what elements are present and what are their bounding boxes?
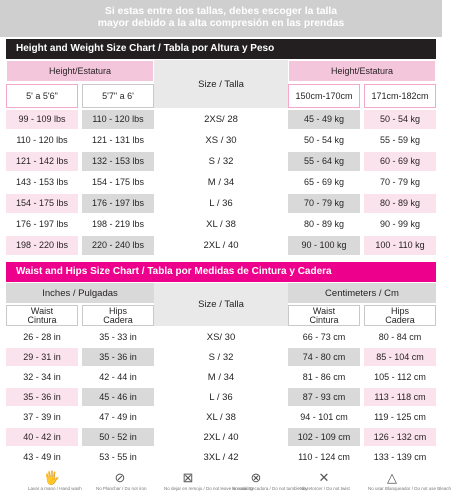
lbs-tall: 198 - 219 lbs (82, 215, 154, 234)
kg-short: 45 - 49 kg (288, 110, 360, 129)
waist-cm-cell: 74 - 80 cm (288, 348, 360, 366)
size-cell: 2XS/ 28 (154, 110, 288, 129)
size-cell: L / 36 (154, 194, 288, 213)
no-iron-icon: ⊘ (114, 470, 126, 485)
kg-tall: 70 - 79 kg (364, 173, 436, 192)
hips-cm-cell: 119 - 125 cm (364, 408, 436, 426)
col-header-cm-1: 150cm-170cm (288, 84, 360, 108)
kg-short: 65 - 69 kg (288, 173, 360, 192)
size-advice-banner (0, 0, 442, 37)
care-item (164, 470, 253, 500)
hips-in-cell: 45 - 46 in (82, 388, 154, 406)
no-tumble-dry-icon: ⊗ (250, 470, 262, 485)
lbs-tall: 176 - 197 lbs (82, 194, 154, 213)
care-label: Lavar a mano / Hand wash (28, 486, 82, 491)
care-item (28, 470, 82, 500)
kg-short: 70 - 79 kg (288, 194, 360, 213)
hips-label-line-2: Cadera (385, 314, 415, 325)
waist-hips-chart-title: Waist and Hips Size Chart / Tabla por Medidas de Cintura y Cadera (6, 262, 436, 282)
size-cell: S / 32 (154, 348, 288, 366)
hips-label-line-2: Cadera (103, 314, 133, 325)
col-header-in-2: 5'7" a 6' (82, 84, 154, 108)
size-header: Size / Talla (154, 60, 288, 108)
inches-header: Inches / Pulgadas (6, 283, 154, 303)
size-cell: M / 34 (154, 173, 288, 192)
banner-line-1: Si estas entre dos tallas, debes escoger la talla (104, 6, 338, 17)
hips-cm-cell: 105 - 112 cm (364, 368, 436, 386)
hand-wash-icon: 🖐 (43, 470, 61, 485)
waist-label-in (6, 305, 78, 326)
hips-in-cell: 50 - 52 in (82, 428, 154, 446)
care-label: No usar Secadora / Do not tumble dry (232, 486, 308, 491)
col-header-in-1: 5' a 5'6" (6, 84, 78, 108)
waist-in-cell: 35 - 36 in (6, 388, 78, 406)
waist-in-cell: 37 - 39 in (6, 408, 78, 426)
kg-short: 80 - 89 kg (288, 215, 360, 234)
lbs-tall: 121 - 131 lbs (82, 131, 154, 150)
waist-label-line-1: Waist (312, 305, 336, 316)
kg-short: 90 - 100 kg (288, 236, 360, 255)
waist-label-line-2: Cintura (27, 314, 57, 325)
waist-cm-cell: 94 - 101 cm (288, 408, 360, 426)
size-cell: 2XL / 40 (154, 428, 288, 446)
care-instructions (0, 470, 451, 500)
care-item (300, 470, 348, 500)
banner-line-2: mayor debido a la alta compresión en las prendas (97, 18, 345, 29)
hips-in-cell: 47 - 49 in (82, 408, 154, 426)
height-metric-header: Height/Estatura (288, 60, 436, 82)
hips-label-line-1: Hips (390, 305, 409, 316)
waist-in-cell: 43 - 49 in (6, 448, 78, 466)
lbs-short: 154 - 175 lbs (6, 194, 78, 213)
hips-in-cell: 35 - 33 in (82, 328, 154, 346)
size-cell: 2XL / 40 (154, 236, 288, 255)
cm-header: Centimeters / Cm (288, 283, 436, 303)
size-cell: 3XL / 42 (154, 448, 288, 466)
size-cell: M / 34 (154, 368, 288, 386)
hips-cm-cell: 133 - 139 cm (364, 448, 436, 466)
waist-label-line-1: Waist (30, 305, 54, 316)
waist-in-cell: 40 - 42 in (6, 428, 78, 446)
col-header-cm-2: 171cm-182cm (364, 84, 436, 108)
lbs-short: 121 - 142 lbs (6, 152, 78, 171)
waist-label-line-2: Cintura (309, 314, 339, 325)
no-twist-icon: ✕ (318, 470, 330, 485)
hips-cm-cell: 85 - 104 cm (364, 348, 436, 366)
hips-in-cell: 35 - 36 in (82, 348, 154, 366)
lbs-short: 110 - 120 lbs (6, 131, 78, 150)
size-cell: S / 32 (154, 152, 288, 171)
care-label: No dejar en remojo / Do not leave in soaking (164, 486, 253, 491)
care-item (368, 470, 451, 500)
size-cell: XL / 38 (154, 408, 288, 426)
lbs-short: 99 - 109 lbs (6, 110, 78, 129)
care-label: No Planchar / Do not iron (96, 486, 147, 491)
waist-cm-cell: 81 - 86 cm (288, 368, 360, 386)
care-label: No usar Blanqueador / Do not use Bleach (368, 486, 451, 491)
kg-tall: 60 - 69 kg (364, 152, 436, 171)
no-soak-icon: ⊠ (182, 470, 194, 485)
hips-label-line-1: Hips (108, 305, 127, 316)
waist-in-cell: 29 - 31 in (6, 348, 78, 366)
hips-label-cm (364, 305, 436, 326)
kg-short: 50 - 54 kg (288, 131, 360, 150)
waist-cm-cell: 102 - 109 cm (288, 428, 360, 446)
care-label: No retorcer / Do not twist (300, 486, 350, 491)
no-bleach-icon: △ (387, 470, 397, 485)
lbs-short: 143 - 153 lbs (6, 173, 78, 192)
hips-label-in (82, 305, 154, 326)
kg-tall: 50 - 54 kg (364, 110, 436, 129)
hips-in-cell: 53 - 55 in (82, 448, 154, 466)
lbs-tall: 220 - 240 lbs (82, 236, 154, 255)
hips-in-cell: 42 - 44 in (82, 368, 154, 386)
waist-label-cm (288, 305, 360, 326)
hips-cm-cell: 80 - 84 cm (364, 328, 436, 346)
care-item (96, 470, 147, 500)
lbs-short: 176 - 197 lbs (6, 215, 78, 234)
hips-cm-cell: 113 - 118 cm (364, 388, 436, 406)
height-weight-chart-title: Height and Weight Size Chart / Tabla por Altura y Peso (6, 39, 436, 59)
lbs-short: 198 - 220 lbs (6, 236, 78, 255)
waist-in-cell: 26 - 28 in (6, 328, 78, 346)
kg-tall: 80 - 89 kg (364, 194, 436, 213)
size-cell: XL / 38 (154, 215, 288, 234)
waist-hips-table (6, 283, 436, 470)
height-header: Height/Estatura (6, 60, 154, 82)
height-weight-table (6, 60, 436, 256)
waist-cm-cell: 66 - 73 cm (288, 328, 360, 346)
waist-cm-cell: 87 - 93 cm (288, 388, 360, 406)
kg-tall: 90 - 99 kg (364, 215, 436, 234)
kg-tall: 100 - 110 kg (364, 236, 436, 255)
kg-tall: 55 - 59 kg (364, 131, 436, 150)
lbs-tall: 110 - 120 lbs (82, 110, 154, 129)
waist-cm-cell: 110 - 124 cm (288, 448, 360, 466)
lbs-tall: 132 - 153 lbs (82, 152, 154, 171)
size-cell: XS/ 30 (154, 328, 288, 346)
size-cell: L / 36 (154, 388, 288, 406)
care-item (232, 470, 308, 500)
size-header: Size / Talla (154, 283, 288, 326)
size-cell: XS / 30 (154, 131, 288, 150)
kg-short: 55 - 64 kg (288, 152, 360, 171)
lbs-tall: 154 - 175 lbs (82, 173, 154, 192)
waist-in-cell: 32 - 34 in (6, 368, 78, 386)
hips-cm-cell: 126 - 132 cm (364, 428, 436, 446)
